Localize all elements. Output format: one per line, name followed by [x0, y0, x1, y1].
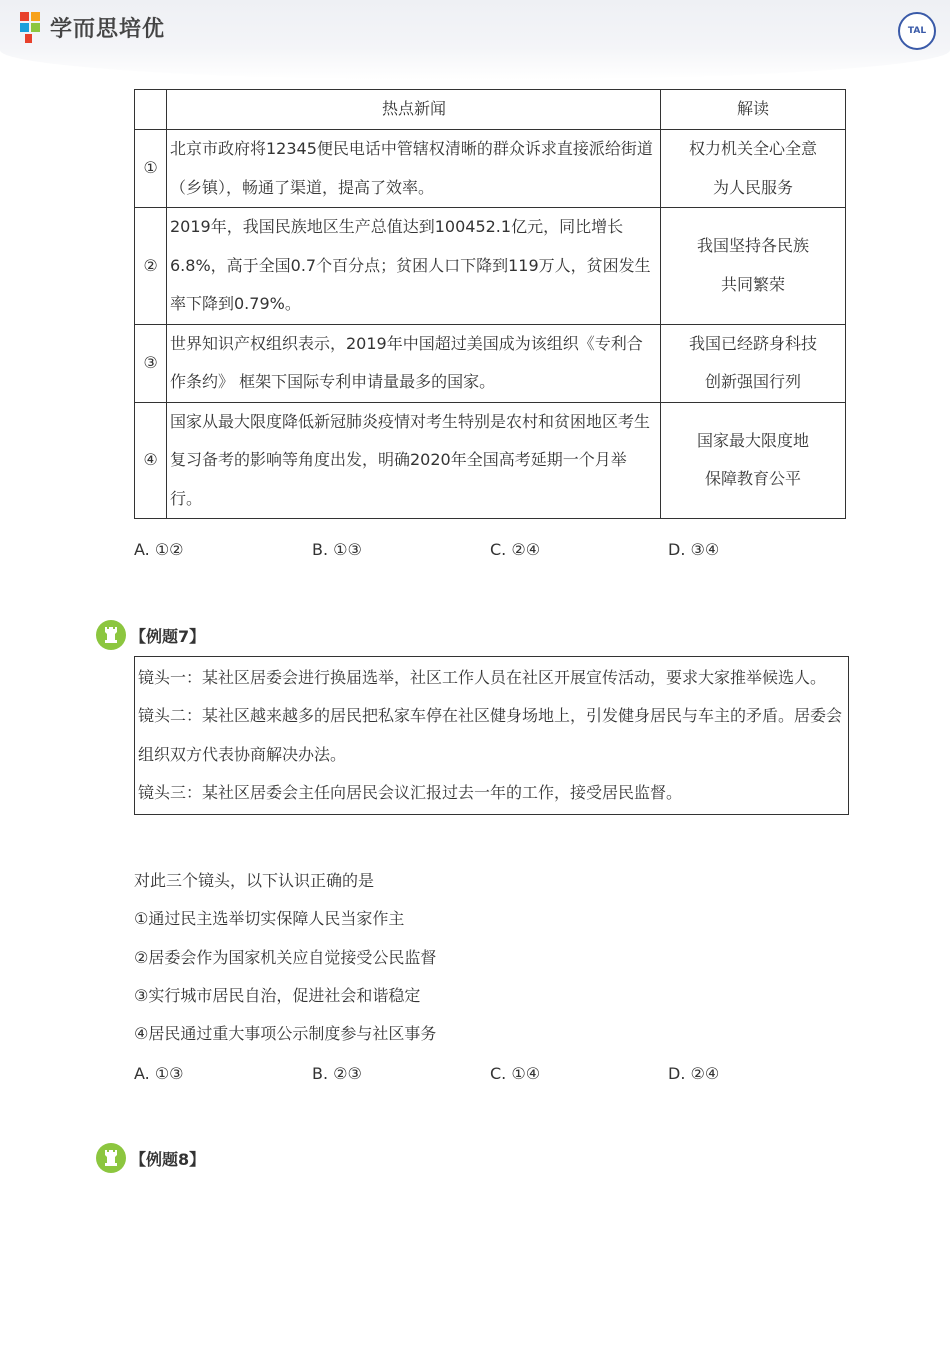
row-reading [661, 130, 846, 208]
option-d[interactable]: D. ③④ [668, 540, 720, 559]
example8-heading [96, 1143, 205, 1173]
example7-question-block [134, 862, 436, 1053]
table-header-num [135, 90, 167, 130]
scene-text: 镜头三：某社区居委会主任向居民会议汇报过去一年的工作，接受居民监督。 [138, 782, 683, 802]
row-number: ③ [135, 324, 167, 402]
brand-mark-icon [18, 10, 44, 44]
news-table [134, 89, 846, 519]
option-a[interactable]: A. ①② [134, 540, 184, 559]
example8-title: 【例题8】 [130, 1149, 206, 1169]
answer-options-6 [134, 540, 846, 559]
row-reading-line: 创新强国行列 [704, 372, 801, 391]
option-b[interactable]: B. ①③ [312, 540, 362, 559]
row-number: ① [135, 130, 167, 208]
tal-badge-icon [898, 12, 936, 50]
table-row [135, 324, 846, 402]
rook-icon [96, 1143, 126, 1173]
table-header-read: 解读 [661, 90, 846, 130]
row-reading [661, 324, 846, 402]
table-header-news: 热点新闻 [167, 90, 661, 130]
option-a[interactable]: A. ①③ [134, 1064, 184, 1083]
statement: ②居委会作为国家机关应自觉接受公民监督 [134, 947, 437, 967]
scene-text: 镜头一：某社区居委会进行换届选举，社区工作人员在社区开展宣传活动，要求大家推举候选人。 [138, 668, 827, 687]
row-reading-line: 为人民服务 [712, 177, 793, 197]
row-news: 世界知识产权组织表示，2019年中国超过美国成为该组织《专利合作条约》 框架下国际专利申请量最多的国家。 [167, 324, 661, 402]
row-number: ④ [135, 402, 167, 519]
option-c[interactable]: C. ②④ [490, 540, 541, 559]
option-b[interactable]: B. ②③ [312, 1064, 362, 1083]
table-row [135, 402, 846, 519]
option-d[interactable]: D. ②④ [668, 1064, 720, 1083]
row-reading-line: 国家最大限度地 [696, 430, 809, 450]
row-news: 2019年，我国民族地区生产总值达到100452.1亿元，同比增长6.8%，高于全国0.7个百分点；贫困人口下降到119万人，贫困发生率下降到0.79%。 [167, 208, 661, 325]
row-news: 北京市政府将12345便民电话中管辖权清晰的群众诉求直接派给街道（乡镇），畅通了渠道，提高了效率。 [167, 130, 661, 208]
row-reading-line: 共同繁荣 [720, 274, 785, 294]
badge-text: TAL [907, 26, 927, 36]
row-reading [661, 208, 846, 325]
row-reading [661, 402, 846, 519]
row-reading-line: 我国坚持各民族 [696, 236, 809, 256]
table-row [135, 208, 846, 325]
answer-options-7 [134, 1064, 846, 1083]
brand-logo [18, 10, 165, 44]
row-number: ② [135, 208, 167, 325]
table-row [135, 130, 846, 208]
statement: ④居民通过重大事项公示制度参与社区事务 [134, 1024, 437, 1044]
example7-heading [96, 620, 205, 650]
statement: ③实行城市居民自治，促进社会和谐稳定 [134, 985, 421, 1005]
row-reading-line: 我国已经跻身科技 [688, 333, 817, 353]
row-reading-line: 权力机关全心全意 [688, 139, 817, 158]
statement: ①通过民主选举切实保障人民当家作主 [134, 909, 405, 929]
scene-text: 镜头二：某社区越来越多的居民把私家车停在社区健身场地上，引发健身居民与车主的矛盾。居委会组织双方代表协商解决办法。 [138, 706, 843, 764]
option-c[interactable]: C. ①④ [490, 1064, 541, 1083]
question-stem: 对此三个镜头，以下认识正确的是 [134, 871, 375, 890]
row-news: 国家从最大限度降低新冠肺炎疫情对考生特别是农村和贫困地区考生复习备考的影响等角度出发，明确2020年全国高考延期一个月举行。 [167, 402, 661, 519]
table-header-row [135, 90, 846, 130]
example7-title: 【例题7】 [130, 626, 206, 646]
row-reading-line: 保障教育公平 [704, 469, 801, 489]
rook-icon [96, 620, 126, 650]
brand-name: 学而思培优 [50, 16, 166, 42]
scenes-box [134, 656, 849, 815]
